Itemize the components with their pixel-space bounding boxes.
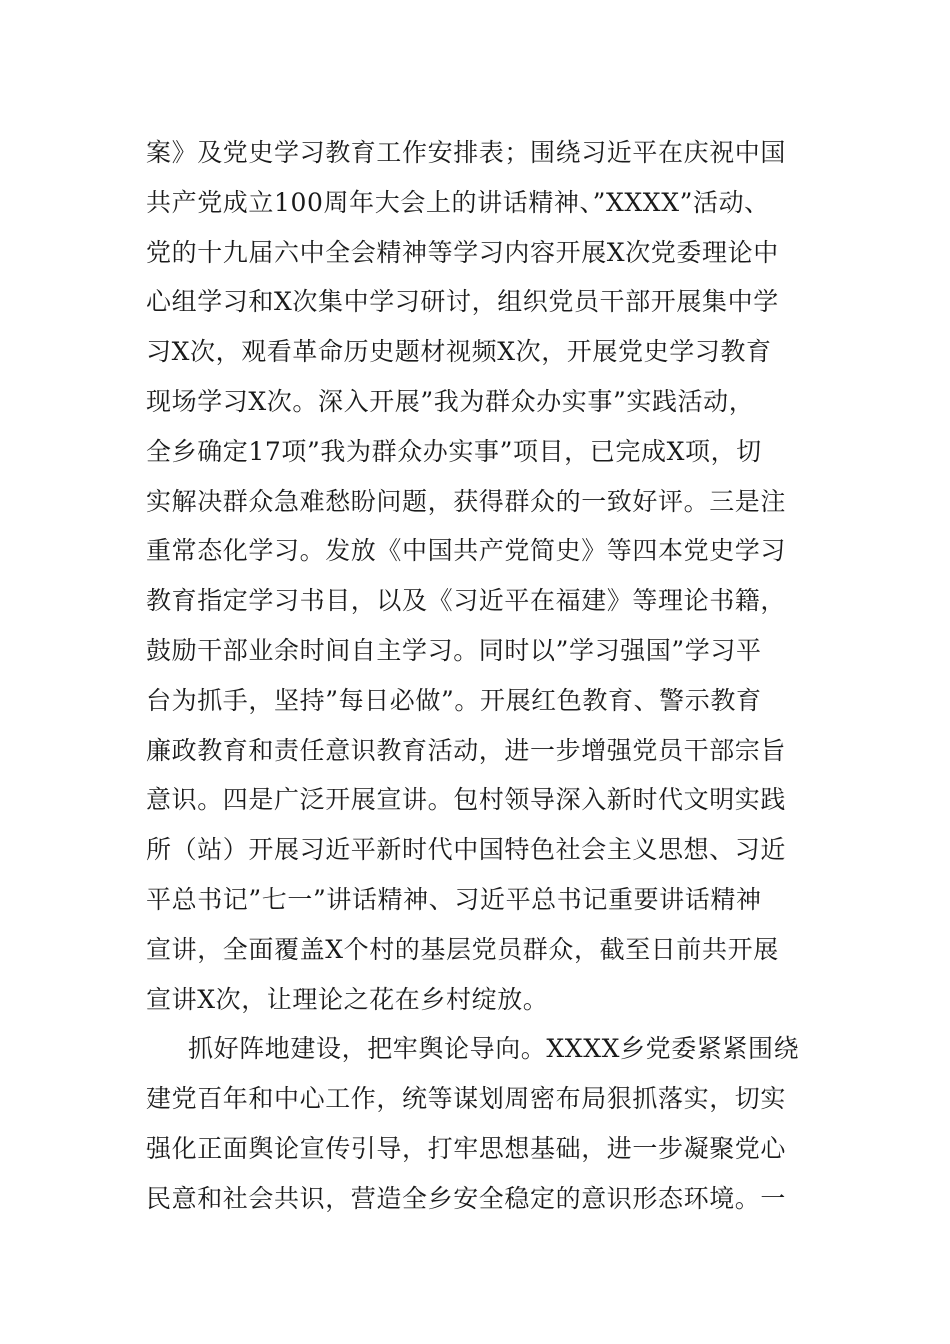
text-line: 强化正面舆论宣传引导，打牢思想基础，进一步凝聚党心 [146, 1133, 787, 1163]
text-line: 共产党成立100周年大会上的讲话精神、”XXXX”活动、 [146, 187, 770, 217]
paragraph-start-line: 抓好阵地建设，把牢舆论导向。XXXX乡党委紧紧围绕 [188, 1034, 800, 1064]
text-line: 党的十九届六中全会精神等学习内容开展X次党委理论中 [146, 237, 779, 267]
text-line: 廉政教育和责任意识教育活动，进一步增强党员干部宗旨 [146, 735, 787, 765]
text-line: 教育指定学习书目，以及《习近平在福建》等理论书籍， [146, 586, 787, 616]
text-line: 重常态化学习。发放《中国共产党简史》等四本党史学习 [146, 536, 787, 566]
text-line: 台为抓手，坚持”每日必做”。开展红色教育、警示教育 [146, 685, 762, 715]
text-line: 心组学习和X次集中学习研讨，组织党员干部开展集中学 [146, 287, 779, 317]
text-line: 建党百年和中心工作，统等谋划周密布局狠抓落实，切实 [146, 1084, 787, 1114]
text-line: 现场学习X次。深入开展”我为群众办实事”实践活动， [146, 386, 755, 416]
text-line: 实解决群众急难愁盼问题，获得群众的一致好评。三是注 [146, 486, 787, 516]
text-line: 宣讲X次，让理论之花在乡村绽放。 [146, 984, 549, 1014]
text-line: 意识。四是广泛开展宣讲。包村领导深入新时代文明实践 [146, 785, 787, 815]
text-line: 宣讲，全面覆盖X个村的基层党员群众，截至日前共开展 [146, 934, 779, 964]
text-line: 鼓励干部业余时间自主学习。同时以”学习强国”学习平 [146, 635, 762, 665]
text-line: 所（站）开展习近平新时代中国特色社会主义思想、习近 [146, 835, 787, 865]
text-line: 民意和社会共识，营造全乡安全稳定的意识形态环境。一 [146, 1183, 787, 1213]
text-line: 案》及党史学习教育工作安排表；围绕习近平在庆祝中国 [146, 138, 787, 167]
text-line: 习X次，观看革命历史题材视频X次，开展党史学习教育 [146, 337, 772, 367]
text-line: 全乡确定17项”我为群众办实事”项目，已完成X项，切 [146, 436, 762, 466]
body-text [146, 128, 826, 1224]
text-line: 平总书记”七一”讲话精神、习近平总书记重要讲话精神 [146, 884, 762, 914]
